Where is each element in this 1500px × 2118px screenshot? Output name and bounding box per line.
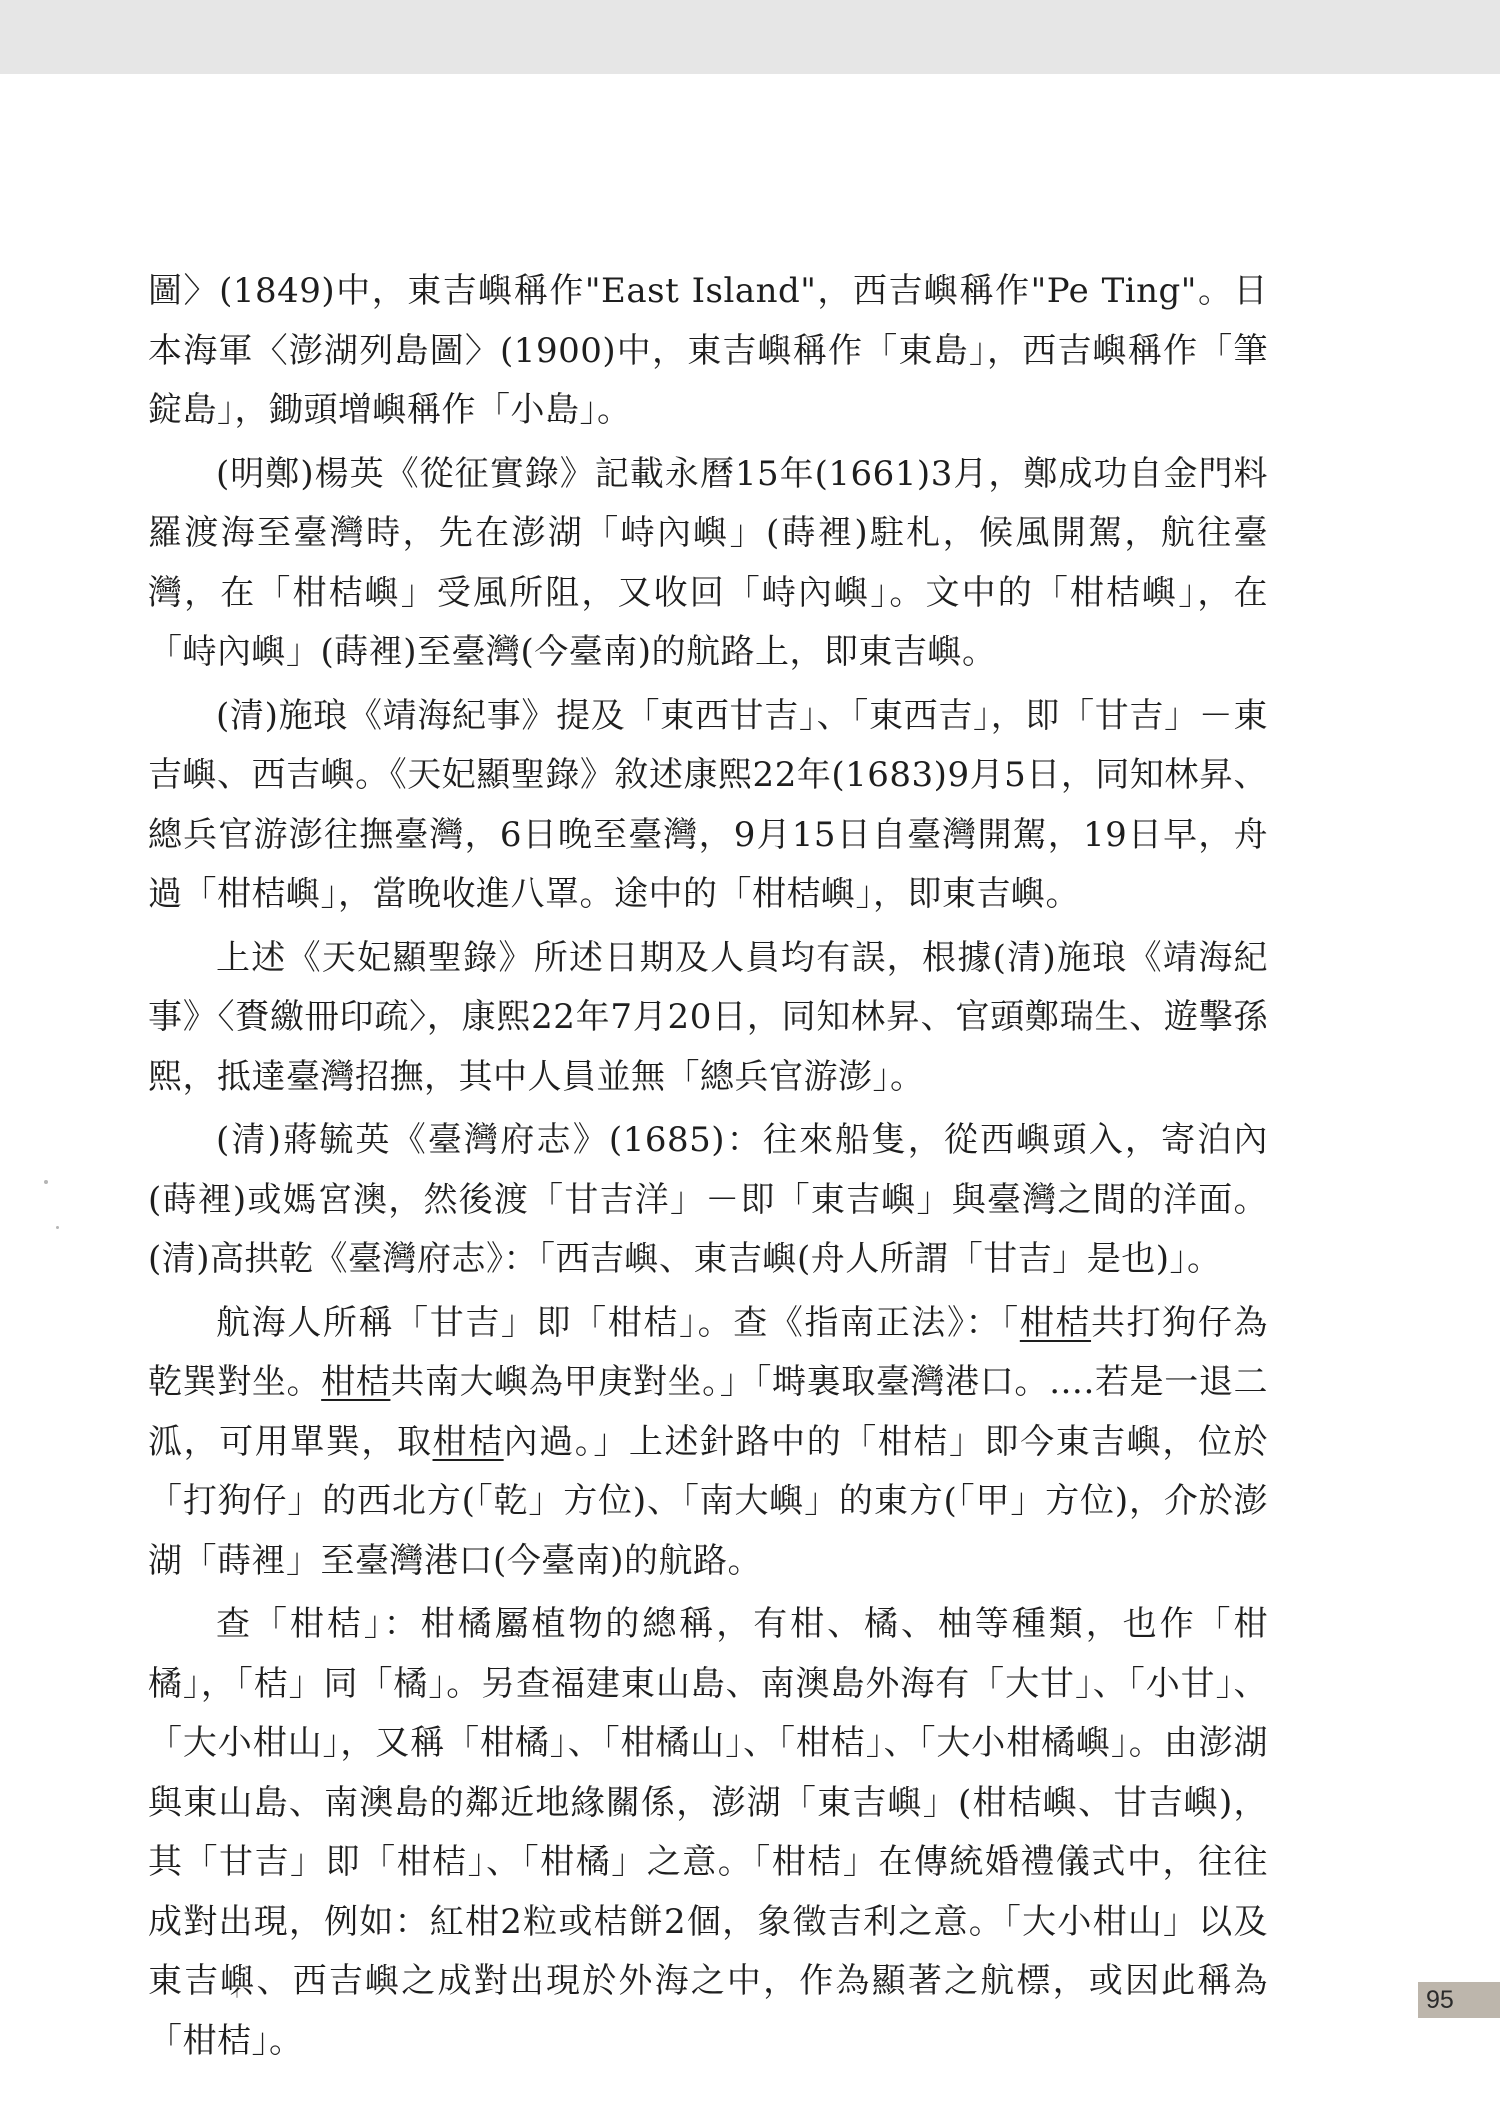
text-run: 航海人所稱「甘吉」即「柑桔」。查《指南正法》：「 xyxy=(216,1302,1020,1343)
text-run: (清)蔣毓英《臺灣府志》(1685)：往來船隻，從西嶼頭入，寄泊內(蒔裡)或媽宮澳，然後渡「甘吉洋」－即「東吉嶼」與臺灣之間的洋面。(清)高拱乾《臺灣府志》：「西吉嶼、東吉嶼(舟人所謂「甘吉」是也)」。 xyxy=(148,1120,1268,1279)
paragraph-zhi-nan-zheng-fa xyxy=(148,1294,1268,1592)
underlined-term: 柑桔 xyxy=(1019,1302,1092,1343)
paragraph-jing-hai-ji-shi xyxy=(148,687,1268,925)
underlined-term: 柑桔 xyxy=(432,1421,504,1462)
text-run: 圖〉(1849)中，東吉嶼稱作"East Island"，西吉嶼稱作"Pe Ting"。日本海軍〈澎湖列島圖〉(1900)中，東吉嶼稱作「東島」，西吉嶼稱作「筆錠島」，鋤頭增嶼稱作「小島」。 xyxy=(148,271,1268,430)
paragraph-correction xyxy=(148,929,1268,1108)
page-body xyxy=(148,262,1268,2075)
scan-speck xyxy=(44,1180,48,1184)
text-run: 查「柑桔」：柑橘屬植物的總稱，有柑、橘、柚等種類，也作「柑橘」，「桔」同「橘」。另查福建東山島、南澳島外海有「大甘」、「小甘」、「大小柑山」，又稱「柑橘」、「柑橘山」、「柑桔」、「大小柑橘嶼」。由澎湖與東山島、南澳島的鄰近地緣關係，澎湖「東吉嶼」(柑桔嶼、甘吉嶼)，其「甘吉」即「柑桔」、「柑橘」之意。「柑桔」在傳統婚禮儀式中，往往成對出現，例如：紅柑2粒或桔餅2個，象徵吉利之意。「大小柑山」以及東吉嶼、西吉嶼之成對出現於外海之中，作為顯著之航標，或因此稱為「柑桔」。 xyxy=(148,1604,1268,2061)
paragraph-gan-ju-meaning xyxy=(148,1595,1268,2071)
scan-speck xyxy=(56,1226,59,1229)
text-run: 共南大嶼為甲庚對坐。」「塒裏取臺灣港口。….若是一退二泒，可用單巽，取 xyxy=(148,1362,1268,1462)
scan-top-band xyxy=(0,0,1500,74)
paragraph-map-names xyxy=(148,262,1268,441)
page-number: 95 xyxy=(1426,1986,1454,2014)
text-run: 上述《天妃顯聖錄》所述日期及人員均有誤，根據(清)施琅《靖海紀事》〈賚繳冊印疏〉，康熙22年7月20日，同知林昇、官頭鄭瑞生、遊擊孫熙，抵達臺灣招撫，其中人員並無「總兵官游澎」。 xyxy=(148,937,1268,1097)
text-run: 內過。」上述針路中的「柑桔」即今東吉嶼，位於「打狗仔」的西北方(「乾」方位)、「南大嶼」的東方(「甲」方位)，介於澎湖「蒔裡」至臺灣港口(今臺南)的航路。 xyxy=(148,1421,1269,1581)
text-run: 共打狗仔為乾巽對坐。 xyxy=(148,1302,1269,1402)
paragraph-taiwan-fu-zhi xyxy=(148,1111,1268,1290)
paragraph-cong-zheng-shi-lu xyxy=(148,445,1268,683)
text-run: (明鄭)楊英《從征實錄》記載永曆15年(1661)3月，鄭成功自金門料羅渡海至臺灣時，先在澎湖「峙內嶼」(蒔裡)駐札，候風開駕，航往臺灣，在「柑桔嶼」受風所阻，又收回「峙內嶼」。文中的「柑桔嶼」，在「峙內嶼」(蒔裡)至臺灣(今臺南)的航路上，即東吉嶼。 xyxy=(148,453,1268,672)
underlined-term: 柑桔 xyxy=(321,1362,391,1402)
text-run: (清)施琅《靖海紀事》提及「東西甘吉」、「東西吉」，即「甘吉」－東吉嶼、西吉嶼。《天妃顯聖錄》敘述康熙22年(1683)9月5日，同知林昇、總兵官游澎往撫臺灣，6日晚至臺灣，9月15日自臺灣開駕，19日早，舟過「柑桔嶼」，當晚收進八罩。途中的「柑桔嶼」，即東吉嶼。 xyxy=(148,695,1268,914)
